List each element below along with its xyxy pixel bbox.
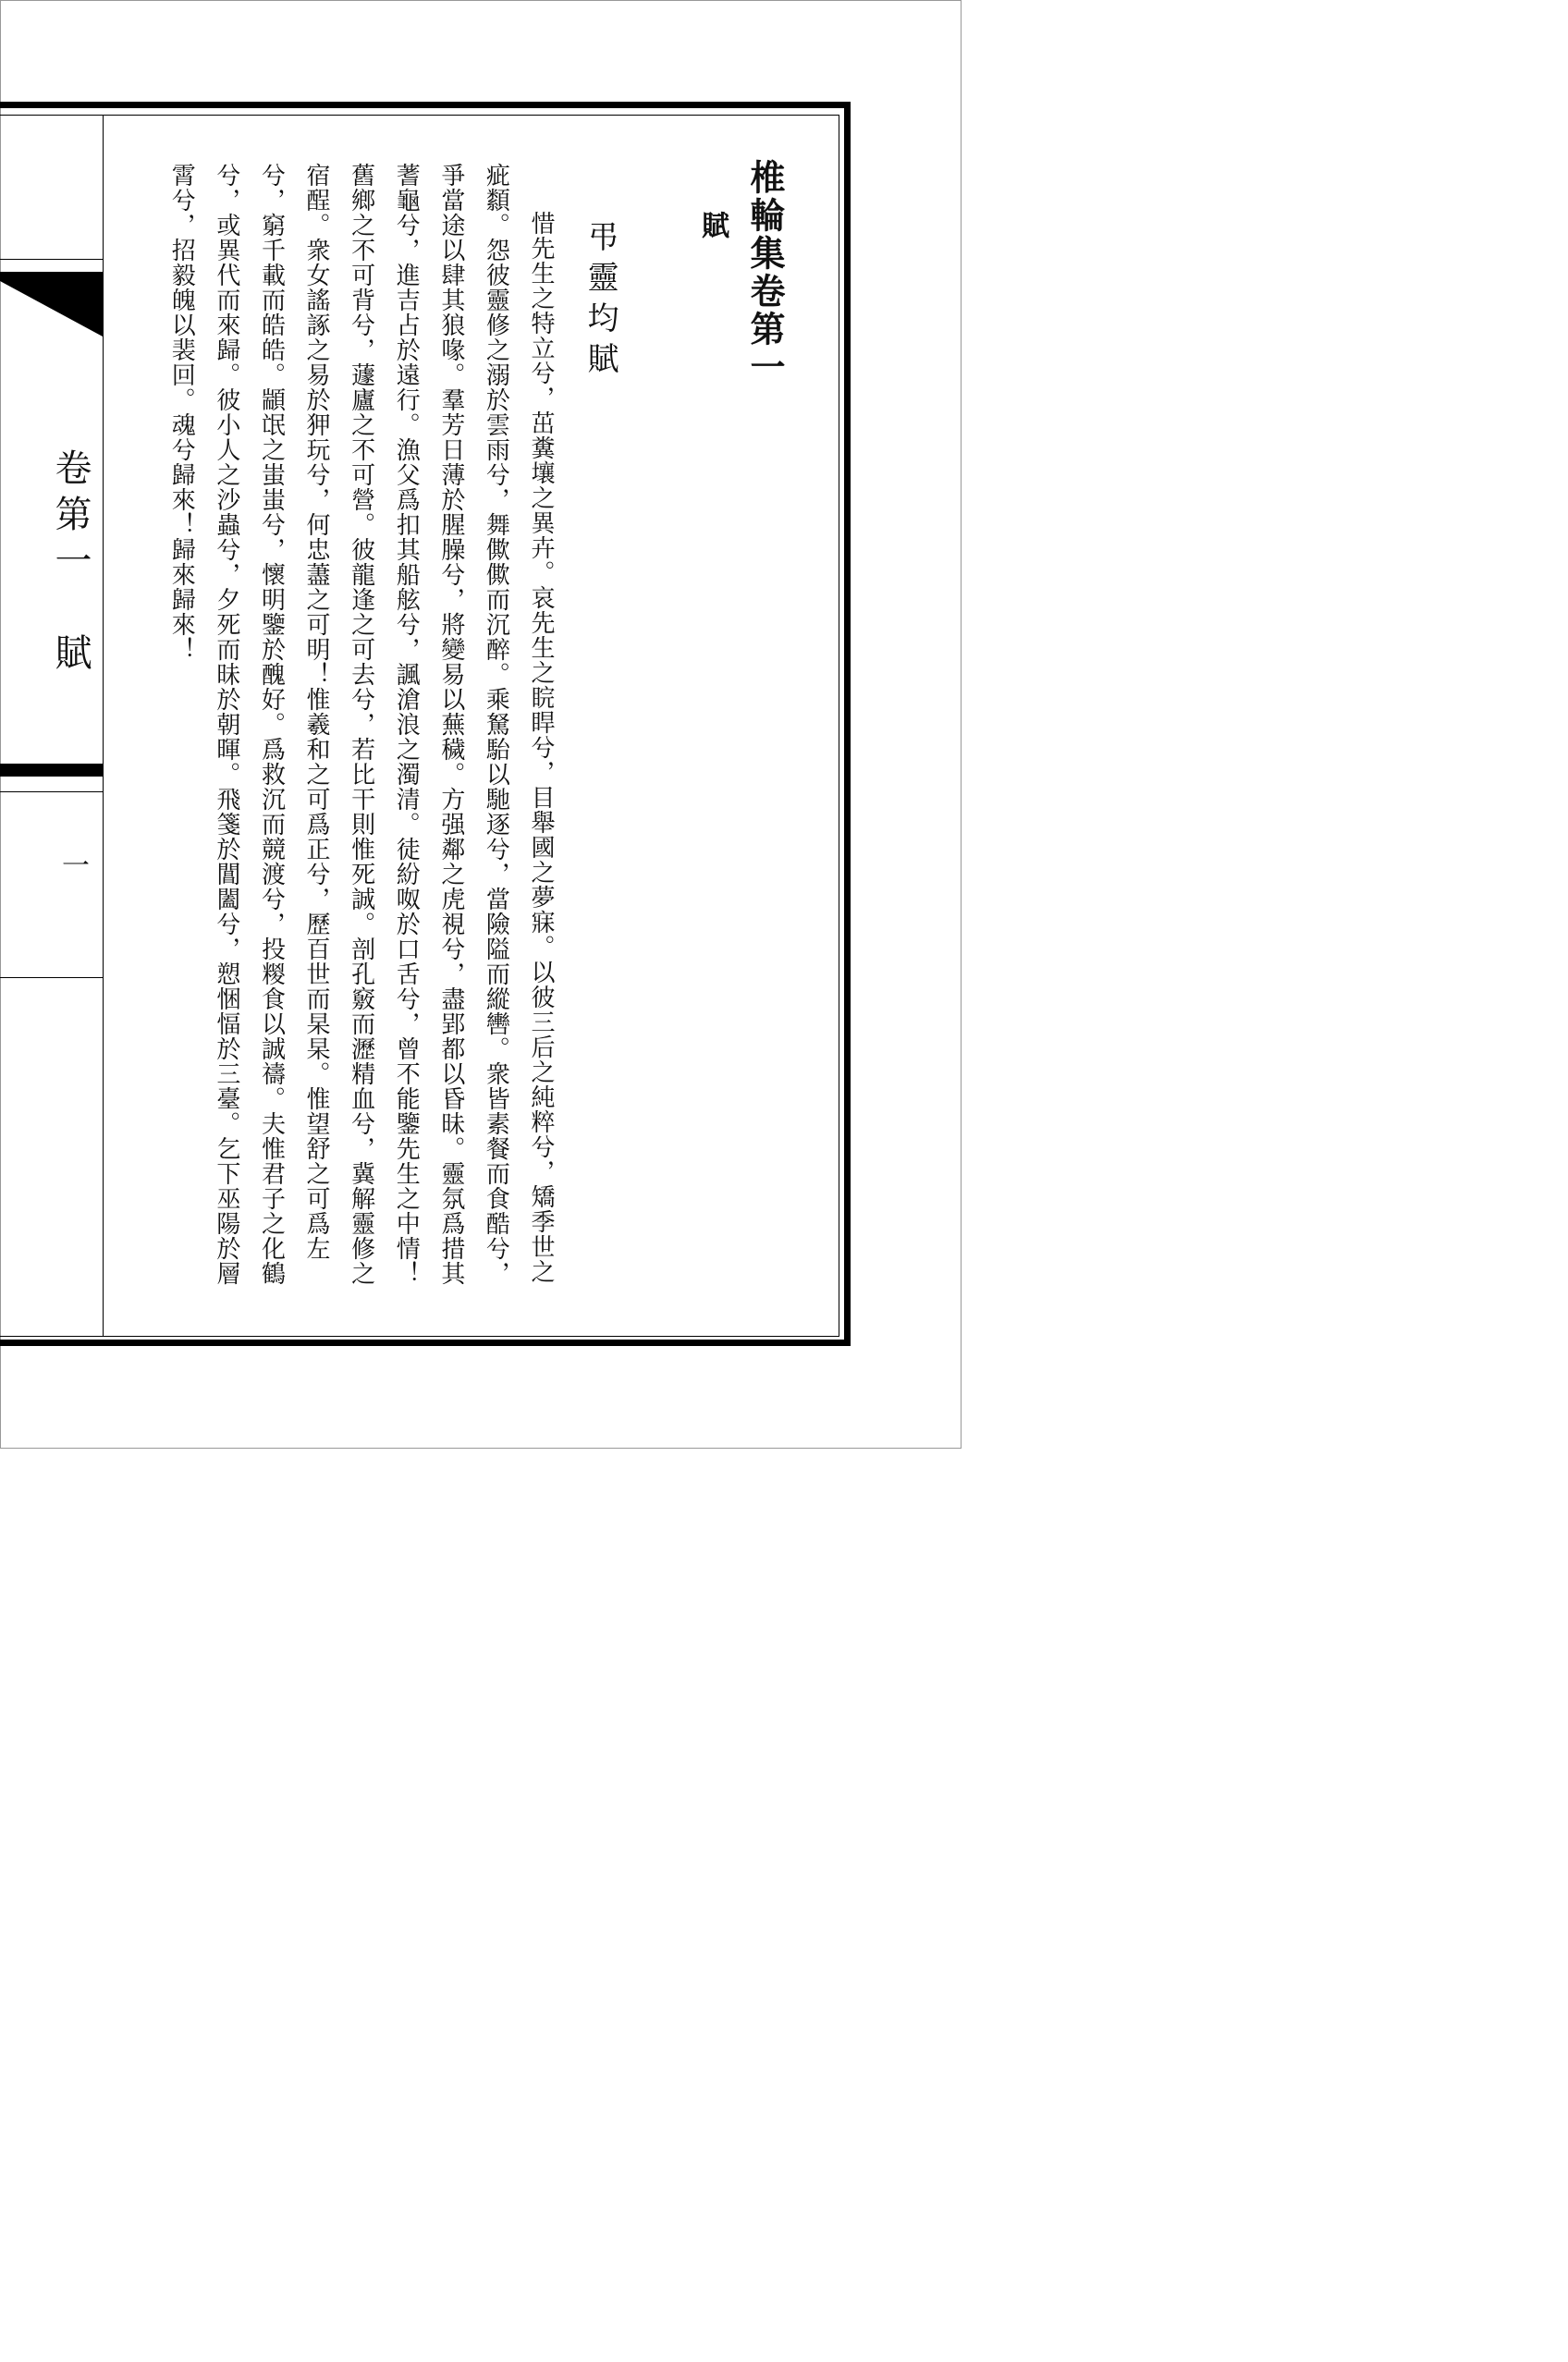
book-title: 椎輪集卷第一 xyxy=(744,159,785,386)
fishtail-page-rule xyxy=(0,977,103,978)
body-paragraph: 惜先生之特立兮，茁糞壤之異卉。哀先生之睆睅兮，目舉國之夢寐。以彼三后之純粹兮，矯季世之疵纇。怨彼靈修之溺於雲雨兮，舞僛僛而沉醉。乘駑駘以馳逐兮，當險隘而縱轡。衆皆素餐而食酷兮，爭當途以肆其狼喙。羣芳日薄於腥臊兮，將變易以蕪穢。方强鄰之虎視兮，盡郢都以昏昧。靈氛爲措其蓍龜兮，進吉占於遠行。漁父爲扣其船舷兮，諷滄浪之濁清。徒紛呶於口舌兮，曾不能鑒先生之中情！舊鄉之不可背兮，蘧廬之不可營。彼龍逢之可去兮，若比干則惟死誠。剖孔竅而瀝精血兮，冀解靈修之宿酲。衆女謠諑之易於狎玩兮，何忠藎之可明！惟羲和之可爲正兮，歷百世而杲杲。惟望舒之可爲左兮，窮千載而皓皓。顓氓之蚩蚩兮，懷明鑒於醜好。爲救沉而競渡兮，投糉食以誠禱。夫惟君子之化鶴兮，或異代而來歸。彼小人之沙蟲兮，夕死而昧於朝暉。飛箋於閶闔兮，愬悃愊於三臺。乞下巫陽於層霄兮，招毅魄以裴回。魂兮歸來！歸來歸來！ xyxy=(167,163,555,1286)
fishtail-wedge xyxy=(0,281,103,337)
fishtail-top-bar xyxy=(0,272,103,281)
fishtail-top-rule xyxy=(0,259,103,260)
fold-margin-title: 卷第一 賦 xyxy=(49,448,92,679)
body-text xyxy=(159,163,563,1295)
fishtail-bottom-rule xyxy=(0,791,103,792)
section-label: 賦 xyxy=(696,211,729,239)
fold-margin-divider xyxy=(103,116,104,1336)
piece-title: 弔靈均賦 xyxy=(582,220,619,383)
fold-margin-page-number: 一 xyxy=(56,851,89,878)
fishtail-bottom-bar xyxy=(0,764,103,777)
